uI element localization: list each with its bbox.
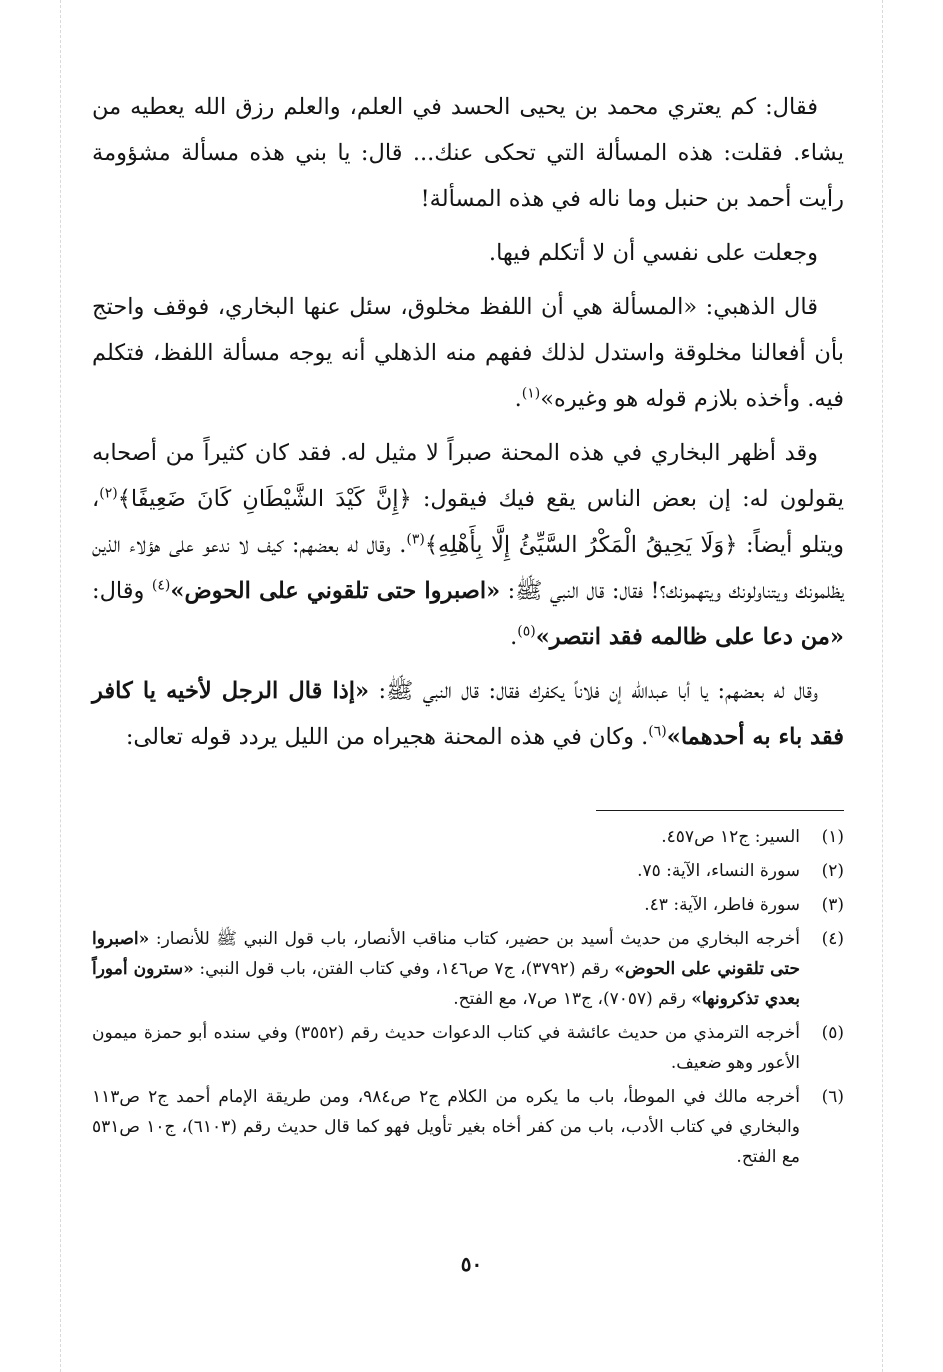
main-text bbox=[92, 84, 844, 764]
scan-edge-line bbox=[60, 0, 61, 1372]
footnote-number: (٦) bbox=[821, 1087, 844, 1107]
hadith-quote: «سترون أموراً بعدي تذكرونها» bbox=[92, 959, 800, 1009]
hadith-quote: «اصبروا حتى تلقوني على الحوض» bbox=[92, 929, 800, 979]
text-run: سورة النساء، الآية: ٧٥. bbox=[637, 861, 800, 881]
page-number: ٥٠ bbox=[460, 1252, 483, 1276]
text-run: أخرجه مالك في الموطأ، باب ما يكره من الكلام ج٢ ص٩٨٤، ومن طريقة الإمام أحمد ج٢ ص١١٣ والبخاري في كتاب الأدب، باب من كفر أخاه بغير تأويل فهو كما قال حديث رقم (٦١٠٣)، ج١٠ ص٥٣١ مع الفتح. bbox=[92, 1087, 800, 1167]
text-run: قال الذهبي: «المسألة هي أن اللفظ مخلوق، سئل عنها البخاري، فوقف واحتج بأن أفعالنا مخلوقة واستدل لذلك ففهم منه الذهلي أنه يوجه مسألة اللفظ، فتكلم فيه. وأخذه بلازم قوله هو وغيره» bbox=[92, 294, 844, 412]
text-run: رقم (٧٠٥٧)، ج١٣ ص٧، مع الفتح. bbox=[453, 989, 692, 1009]
footnote-item bbox=[92, 822, 844, 852]
text-run: . وكان في هذه المحنة هجيراه من الليل يردد قوله تعالى: bbox=[125, 724, 649, 750]
paragraph bbox=[92, 284, 844, 422]
footnote-number: (٣) bbox=[821, 895, 844, 915]
footnotes bbox=[92, 822, 844, 1176]
footnote-marker: (٥) bbox=[517, 623, 536, 640]
paragraph bbox=[92, 84, 844, 222]
footnote-text bbox=[92, 924, 800, 1014]
footnote-marker: (٦) bbox=[648, 723, 667, 740]
hadith-quote: «اصبروا حتى تلقوني على الحوض» bbox=[170, 578, 501, 604]
footnote-number: (٥) bbox=[821, 1023, 844, 1043]
text-run: سورة فاطر، الآية: ٤٣. bbox=[644, 895, 800, 915]
footnote-number: (٢) bbox=[821, 861, 844, 881]
text-run: وقد أظهر البخاري في هذه المحنة صبراً لا مثيل له. فقد كان كثيراً من أصحابه يقولون له: إن بعض الناس يقع فيك فيقول: ﴿إِنَّ كَيْدَ الشَّيْطَانِ كَانَ ضَعِيفًا﴾ bbox=[92, 440, 844, 512]
text-run: وجعلت على نفسي أن لا أتكلم فيها. bbox=[488, 240, 818, 266]
footnote-marker: (٣) bbox=[406, 531, 425, 548]
footnote-item bbox=[92, 1018, 844, 1078]
footnote-text bbox=[92, 856, 800, 886]
text-run: رقم (٣٧٩٢)، ج٧ ص١٤٦، وفي كتاب الفتن، باب قول النبي: bbox=[193, 959, 615, 979]
footnote-marker: (٢) bbox=[99, 485, 118, 502]
footnote-text bbox=[92, 822, 800, 852]
footnote-number: (٤) bbox=[821, 929, 844, 949]
text-run: السير: ج١٢ ص٤٥٧. bbox=[661, 827, 800, 847]
text-run: . bbox=[514, 386, 522, 412]
footnote-text bbox=[92, 890, 800, 920]
footnote-number: (١) bbox=[821, 827, 844, 847]
hadith-quote: «من دعا على ظالمه فقد انتصر» bbox=[535, 624, 844, 650]
paragraph bbox=[92, 430, 844, 660]
text-run: فقال: كم يعتري محمد بن يحيى الحسد في العلم، والعلم رزق الله يعطيه من يشاء. فقلت: هذه المسألة التي تحكى عنك... قال: يا بني هذه مسألة مشؤومة رأيت أحمد بن حنبل وما ناله في هذه المسألة! bbox=[92, 94, 844, 212]
text-run: . bbox=[510, 624, 518, 650]
text-run: ، ويتلو أيضاً: ﴿وَلَا يَحِيقُ الْمَكْرُ السَّيِّئُ إِلَّا بِأَهْلِهِ﴾ bbox=[92, 486, 844, 558]
scan-edge-line bbox=[882, 0, 883, 1372]
hadith-quote: «إذا قال الرجل لأخيه يا كافر فقد باء به أحدهما» bbox=[92, 678, 844, 750]
text-run: أخرجه البخاري من حديث أسيد بن حضير، كتاب مناقب الأنصار، باب قول النبي ﷺ للأنصار: bbox=[149, 929, 800, 949]
footnote-marker: (١) bbox=[521, 385, 541, 402]
text-run: . وقال له بعضهم: كيف لا ندعو على هؤلاء الذين يظلمونك ويتناولونك ويتهمونك؟! فقال: قال النبي ﷺ: bbox=[92, 532, 844, 604]
paragraph bbox=[92, 668, 844, 760]
text-run: أخرجه الترمذي من حديث عائشة في كتاب الدعوات حديث رقم (٣٥٥٢) وفي سنده أبو حمزة ميمون الأعور وهو ضعيف. bbox=[92, 1023, 800, 1073]
footnote-divider bbox=[596, 810, 844, 811]
footnote-item bbox=[92, 1082, 844, 1172]
footnote-item bbox=[92, 856, 844, 886]
footnote-marker: (٤) bbox=[151, 577, 171, 594]
text-run: وقال له بعضهم: يا أبا عبدالله إن فلاناً يكفرك فقال: قال النبي ﷺ: bbox=[369, 678, 818, 704]
footnote-item bbox=[92, 924, 844, 1014]
paragraph bbox=[92, 230, 844, 276]
footnote-item bbox=[92, 890, 844, 920]
footnote-text bbox=[92, 1082, 800, 1172]
text-run: وقال: bbox=[92, 578, 152, 604]
footnote-text bbox=[92, 1018, 800, 1078]
